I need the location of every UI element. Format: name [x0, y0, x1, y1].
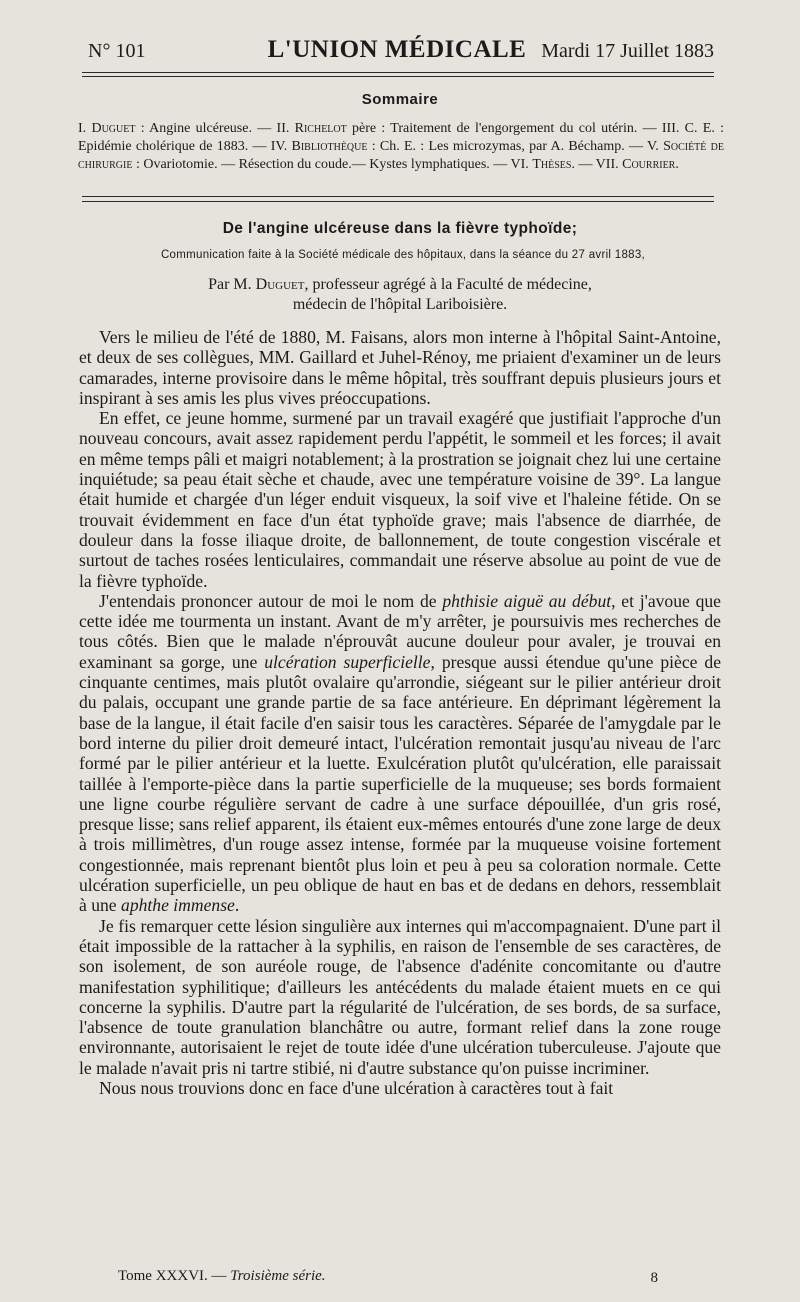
sommaire-label-7: Courrier [622, 157, 676, 173]
sommaire-end: . [675, 157, 679, 173]
page-footer [118, 1268, 658, 1290]
sommaire-item-4: : Ch. E. : Les microzymas, par A. Béchamp. — V. [367, 139, 664, 155]
italic-phrase: aphthe immense [121, 895, 235, 916]
sommaire-label-4: Bibliothèque [291, 139, 368, 155]
journal-title: L'UNION MÉDICALE [267, 36, 527, 63]
paragraph-2: En effet, ce jeune homme, surmené par un travail exagéré que justifiait l'approche d'un nouveau concours, avait assez rapidement perdu l'appétit, le sommeil et les forces; il avait en même temps pâli et maigri notablement; à la prostration se joignait chez lui une certaine inquiétude; sa peau était sèche et chaude, avec une température voisine de 39°. La langue était humide et chargée d'un léger enduit visqueux, la soif vive et l'haleine fétide. On se trouvait évidemment en face d'un état typhoïde grave; mais l'absence de diarrhée, de douleur dans la fosse iliaque droite, de ballonnement, de toute congestion viscérale et surtout de taches rosées lenticulaires, commandait une réserve absolue au point de vue de la fièvre typhoïde. [79, 408, 721, 591]
byline-title: , professeur agrégé à la Faculté de médecine, [304, 276, 592, 293]
sommaire-contents [78, 120, 724, 175]
issue-number: N° 101 [88, 40, 146, 62]
page-number: 8 [650, 1270, 658, 1286]
paragraph-1: Vers le milieu de l'été de 1880, M. Faisans, alors mon interne à l'hôpital Saint-Antoine, et deux de ses collègues, MM. Gaillard et Juhel-Rénoy, me priaient d'examiner un de leurs camarades, interne provisoire dans le même hôpital, très souffrant depuis plusieurs jours et inspirant à ses amis les plus vives préoccupations. [79, 327, 721, 408]
page-header [80, 36, 714, 68]
sommaire-num: I. [78, 121, 92, 136]
sommaire-item-1: : Angine ulcéreuse. — II. [135, 121, 295, 136]
tome-label: Tome XXXVI. — [118, 1268, 231, 1284]
sommaire-item-6: . — VII. [571, 157, 623, 173]
article-title: De l'angine ulcéreuse dans la fièvre typhoïde; [222, 220, 578, 237]
series-label: Troisième série. [230, 1268, 326, 1284]
byline-line-1 [80, 275, 720, 295]
sommaire-item-5: : Ovariotomie. — Résection du coude.— Kystes lymphatiques. — VI. [132, 157, 533, 173]
issue-date: Mardi 17 Juillet 1883 [541, 40, 714, 62]
article-byline [80, 275, 720, 315]
sommaire-label-6: Thèses [532, 157, 572, 173]
italic-phrase: ulcération superficielle [264, 651, 431, 672]
section-rule-thin [82, 196, 714, 197]
paragraph-3-part: J'entendais prononcer autour de moi le nom de [99, 590, 443, 611]
byline-prefix: Par M. [208, 276, 256, 293]
article-subtitle: Communication faite à la Société médicale des hôpitaux, dans la séance du 27 avril 1883, [160, 249, 646, 261]
paragraph-3-part: . [234, 895, 240, 916]
italic-phrase: phthisie aiguë au début [442, 590, 612, 611]
section-rule [82, 201, 714, 202]
header-rule-thin [82, 76, 714, 77]
sommaire-title: Sommaire [361, 91, 439, 108]
sommaire-author-1: Duguet [91, 121, 136, 136]
sommaire-item-2: père : Traitement de l'engorgement du col utérin. — III. C. E. : Epidémie cholérique de 1883. — IV. [78, 121, 724, 155]
paragraph-4: Je fis remarquer cette lésion singulière aux internes qui m'accompagnaient. D'une part il était impossible de la rattacher à la syphilis, en raison de l'ensemble de ses caractères, de son isolement, de son auréole rouge, de l'absence d'adénite concomitante ou d'autre manifestation syphilitique; d'ailleurs les antécédents du malade étaient muets en ce qui concerne la syphilis. D'autre part la régularité de l'ulcération, de ses bords, de sa surface, l'absence de toute granulation blanchâtre ou autre, formant relief dans la zone rouge environnante, autorisaient le rejet de toute idée d'une ulcération tuberculeuse. J'ajoute que le malade n'avait pris ni tartre stibié, ni d'autre substance qu'on puisse incriminer. [79, 915, 721, 1078]
sommaire-author-2: Richelot [294, 121, 347, 136]
byline-line-2: médecin de l'hôpital Lariboisière. [292, 296, 508, 313]
paragraph-3 [79, 591, 721, 916]
article-body [79, 327, 721, 1098]
sommaire-label-5: Société de chirurgie [78, 139, 724, 173]
byline-author: Duguet [255, 276, 305, 293]
header-rule [82, 72, 714, 73]
volume-info [118, 1268, 326, 1285]
paragraph-3-part: , presque aussi étendue qu'une pièce de cinquante centimes, mais plutôt ovalaire qu'arrondie, siégeant sur le pilier antérieur droit du palais, occupant une grande partie de sa face antérieure. En déprimant légèrement la base de la langue, il était facile d'en saisir tous les caractères. Séparée de l'amygdale par le bord interne du pilier droit demeuré intact, l'ulcération remontait jusqu'au niveau de l'arc formé par le pilier antérieur et la luette. Exulcération plutôt qu'ulcération, elle paraissait taillée à l'emporte-pièce dans la partie superficielle de la muqueuse; ses bords formaient une ligne courbe régulière servant de cadre à une surface dépouillée, d'un gris rosé, presque lisse; sans relief apparent, ils étaient eux-mêmes entourés d'une zone large de deux à trois millimètres, d'un rouge assez intense, formée par la muqueuse voisine fortement congestionnée, mais reprenant bientôt plus loin et peu à peu sa coloration normale. Cette ulcération superficielle, un peu oblique de haut en bas et de dedans en dehors, ressemblait à une [79, 651, 722, 916]
paragraph-5: Nous nous trouvions donc en face d'une ulcération à caractères tout à fait [99, 1077, 614, 1098]
paragraph-3-part: , et j'avoue que cette idée me tourmenta un instant. Avant de m'y arrêter, je poursuivis mes recherches de tous côtés. Bien que le malade n'éprouvât aucune douleur pour avaler, je trouvai en examinant sa gorge, une [79, 590, 721, 672]
